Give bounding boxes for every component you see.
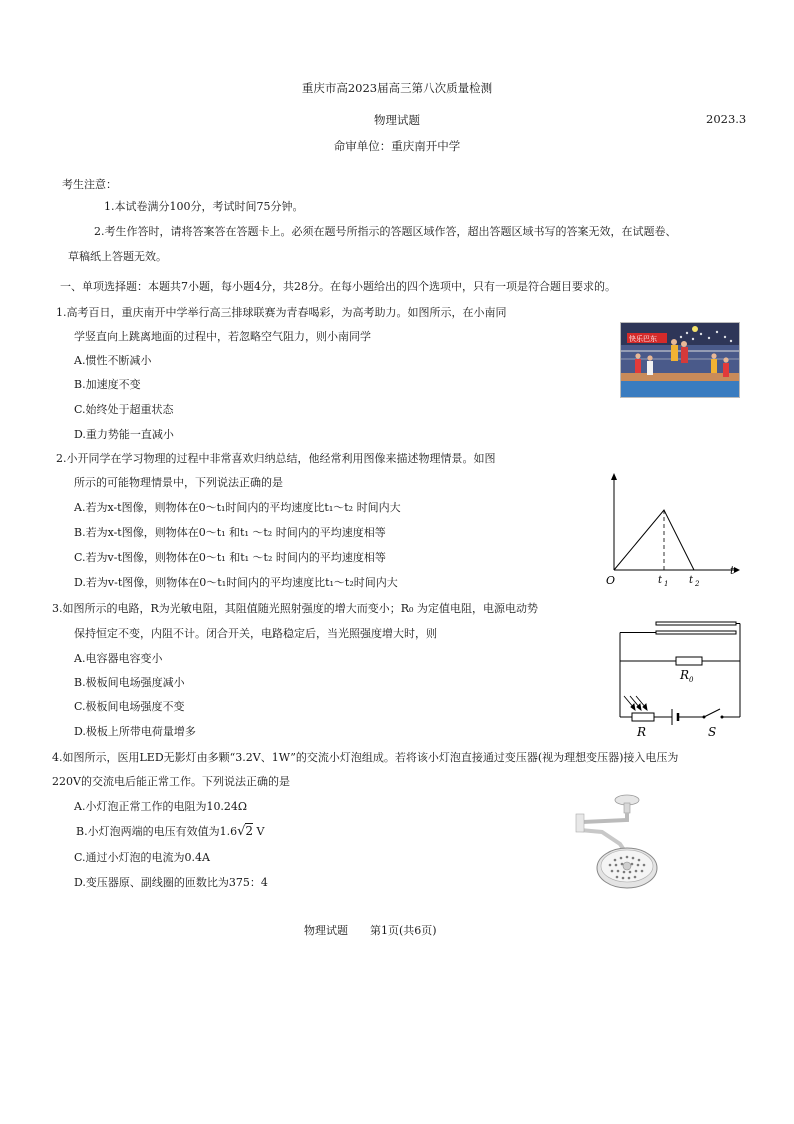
origin-label: O [606, 574, 616, 587]
t2-label: t [689, 575, 694, 586]
surgical-lamp-image [572, 792, 680, 892]
r0-subscript: 0 [689, 676, 694, 684]
q2-stem-line1: 2.小开同学在学习物理的过程中非常喜欢归纳总结，他经常利用图像来描述物理情景。如图 [56, 452, 496, 465]
q3-option-d: D.极板上所带电荷量增多 [74, 725, 196, 738]
q4-option-c: C.通过小灯泡的电流为0.4A [74, 851, 210, 864]
sqrt-radicand: 2 [245, 824, 254, 838]
capacitor-plate-top [656, 622, 736, 625]
q4-option-a: A.小灯泡正常工作的电阻为10.24Ω [74, 800, 248, 813]
q3-circuit [610, 616, 745, 738]
q1-option-a: A.惯性不断减小 [74, 354, 152, 367]
exam-date: 2023.3 [706, 112, 747, 126]
subject-title: 物理试题 [374, 113, 420, 127]
q1-option-c: C.始终处于超重状态 [74, 403, 174, 416]
exam-unit: 命审单位：重庆南开中学 [333, 139, 461, 153]
q4-option-d: D.变压器原、副线圈的匝数比为375：4 [74, 876, 268, 889]
graph-line [614, 510, 694, 570]
q2-option-a: A.若为x-t图像，则物体在0～t₁时间内的平均速度比t₁～t₂ 时间内大 [74, 501, 401, 514]
r0-label: R [680, 668, 690, 682]
notice-item-2-line1: 2.考生作答时，请将答案答在答题卡上。必须在题号所指示的答题区域作答，超出答题区域书写的答案无效，在试题卷、 [94, 225, 677, 238]
q4-option-b-text: B.小灯泡两端的电压有效值为1.6 [76, 825, 238, 838]
y-axis-arrow [611, 473, 617, 480]
q3-stem-line1: 3.如图所示的电路，R为光敏电阻，其阻值随光照射强度的增大而变小；R₀ 为定值电阻，电源电动势 [52, 602, 538, 615]
q2-option-b: B.若为x-t图像，则物体在0～t₁ 和t₁ ～t₂ 时间内的平均速度相等 [74, 526, 386, 539]
q1-stem-line2: 学竖直向上跳离地面的过程中，若忽略空气阻力，则小南同学 [74, 330, 371, 343]
r0-resistor [676, 657, 702, 665]
light-arrows [624, 696, 647, 710]
t-axis-label: t [730, 564, 735, 577]
x-axis-arrow [734, 567, 740, 573]
notice-item-1: 1.本试卷满分100分，考试时间75分钟。 [104, 200, 304, 213]
q4-stem-line1: 4.如图所示，医用LED无影灯由多颗“3.2V、1W”的交流小灯泡组成。若将该小灯泡直接通过变压器(视为理想变压器)接入电压为 [52, 751, 679, 764]
banner-text: 快乐巴东 [629, 335, 657, 343]
q1-option-b: B.加速度不变 [74, 378, 141, 391]
q1-stem-line1: 1.高考百日，重庆南开中学举行高三排球联赛为青春喝彩，为高考助力。如图所示，在小南同 [56, 306, 507, 319]
t1-subscript: 1 [664, 580, 669, 588]
q3-stem-line2: 保持恒定不变，内阻不计。闭合开关，电路稳定后，当光照强度增大时，则 [74, 627, 437, 640]
t1-label: t [658, 575, 663, 586]
q4-option-b [76, 823, 264, 839]
section-heading: 一、单项选择题：本题共7小题，每小题4分，共28分。在每小题给出的四个选项中，只有一项是符合题目要求的。 [60, 280, 616, 293]
exam-title: 重庆市高2023届高三第八次质量检测 [301, 81, 493, 95]
photoresistor [632, 713, 654, 721]
switch-blade [704, 709, 720, 717]
capacitor-plate-bottom [656, 631, 736, 634]
notice-heading: 考生注意： [62, 178, 117, 191]
q4-stem-line2: 220V的交流电后能正常工作。下列说法正确的是 [52, 775, 290, 788]
q2-option-c: C.若为v-t图像，则物体在0～t₁ 和t₁ ～t₂ 时间内的平均速度相等 [74, 551, 386, 564]
s-label: S [708, 725, 717, 738]
sqrt-symbol: √ [237, 824, 246, 839]
r-label: R [637, 725, 647, 738]
q3-option-c: C.极板间电场强度不变 [74, 700, 185, 713]
notice-item-2-line2: 草稿纸上答题无效。 [68, 250, 167, 263]
q3-option-b: B.极板间电场强度减小 [74, 676, 185, 689]
q4-option-b-unit: V [253, 825, 265, 838]
q2-stem-line2: 所示的可能物理情景中，下列说法正确的是 [74, 476, 283, 489]
q1-option-d: D.重力势能一直减小 [74, 428, 174, 441]
footer-page: 第1页(共6页) [370, 924, 437, 937]
footer-subject: 物理试题 [304, 924, 348, 937]
volleyball-photo [620, 322, 740, 398]
q2-graph [600, 470, 745, 590]
q3-option-a: A.电容器电容变小 [74, 652, 163, 665]
q2-option-d: D.若为v-t图像，则物体在0～t₁时间内的平均速度比t₁～t₂时间内大 [74, 576, 398, 589]
t2-subscript: 2 [695, 580, 700, 588]
